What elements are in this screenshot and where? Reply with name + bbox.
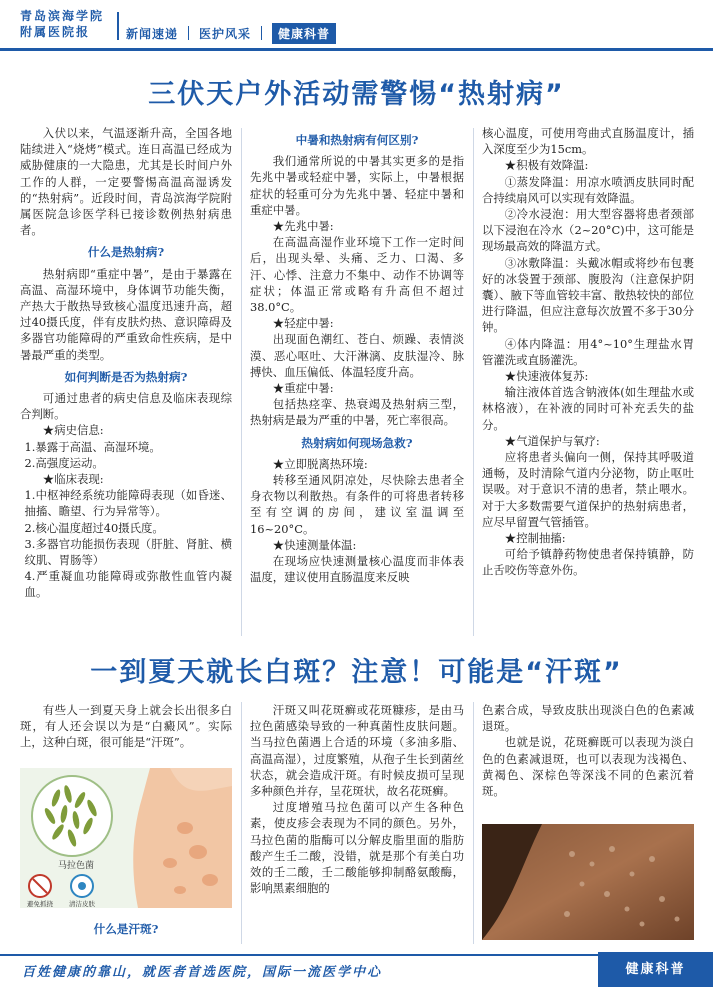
- stage3-title: ★重症中暑:: [272, 381, 334, 396]
- tinea-paragraph-2: 过度增殖马拉色菌可以产生各种色素，使皮疹会表现为不同的颜色。另外，马拉色菌的脂酶可以分解皮脂里面的脂肪酸产生壬二酸，没错，就是那个有美白功效的壬二酸，壬二酸能够抑制酪氨酸酶，影响黑素细胞的: [250, 800, 464, 896]
- icon-caption-clean-skin: 清洁皮肤: [69, 900, 95, 908]
- article1-column-3: [482, 125, 694, 579]
- nav-staff[interactable]: 医护风采: [199, 26, 252, 41]
- judge-paragraph: 可通过患者的病史信息及临床表现综合判断。: [20, 391, 232, 422]
- illustration-graphic: [20, 768, 232, 908]
- article1-column-2: [250, 132, 464, 585]
- heading-what-is-tinea: 什么是汗斑?: [93, 922, 159, 936]
- footer-section-tag: 健康科普: [598, 952, 713, 987]
- article1-title: 三伏天户外活动需警惕“热射病”: [148, 79, 565, 110]
- tinea-continued: 色素合成，导致皮肤出现淡白色的色素减退斑。: [482, 703, 694, 734]
- nav-news[interactable]: 新闻速递: [126, 26, 179, 41]
- seizure-text: 可给予镇静药物使患者保持镇静，防止舌咬伤等意外伤。: [482, 547, 694, 578]
- history-title: ★病史信息:: [42, 423, 104, 438]
- footer: [0, 952, 713, 987]
- malassezia-illustration: [20, 768, 232, 908]
- tinea-paragraph-1: 汗斑又叫花斑癣或花斑糠疹，是由马拉色菌感染导致的一种真菌性皮肤问题。当马拉色菌遇上合适的环境（多油多脂、高温高湿），过度繁殖，从孢子生长到菌丝状态，就会造成汗斑。有时候皮损可呈现多种颜色并存，呈花斑状，故名花斑癣。: [250, 703, 464, 799]
- heading-first-aid: 热射病如何现场急救?: [301, 435, 413, 450]
- seizure-title: ★控制抽搐:: [504, 531, 566, 546]
- masthead-rule: [0, 48, 713, 51]
- continued-text: 核心温度，可使用弯曲式直肠温度计，插入深度至少为15cm。: [482, 126, 694, 157]
- brand-line-1: 青岛滨海学院: [20, 9, 105, 23]
- brand-line-2: 附属医院报: [20, 25, 91, 39]
- cooling-item: ③冰敷降温：头戴冰帽或将纱布包裹好的冰袋置于颈部、腹股沟（注意保护阴囊）、腋下等血管较丰富、散热较快的部位进行降温，但应注意每次放置不多于30分钟。: [482, 255, 694, 335]
- article1-column-1: [20, 125, 232, 601]
- heading-difference: 中暑和热射病有何区别?: [295, 133, 419, 147]
- cooling-item: ②冷水浸泡：用大型容器将患者颈部以下浸泡在冷水（2~20°C)中，这可能是现场最高效的降温方式。: [482, 207, 694, 254]
- article2-title: 一到夏天就长白斑？注意！可能是“汗斑”: [90, 657, 623, 688]
- icon-caption-no-scratch: 避免抓挠: [27, 900, 53, 908]
- difference-paragraph: 我们通常所说的中暑其实更多的是指先兆中暑或轻症中暑，实际上，中暑根据症状的轻重可分为先兆中暑、轻症中暑和重症中暑。: [250, 154, 464, 217]
- airway-text: 应将患者头偏向一侧，保持其呼吸道通畅，及时清除气道内分泌物，防止呕吐误吸。对于意识不清的患者，禁止喂水。对于大多数需要气道保护的热射病患者，应尽早留置气管插管。: [482, 450, 694, 529]
- heading-how-judge: 如何判断是否为热射病?: [64, 369, 188, 384]
- stage2-text: 出现面色潮红、苍白、烦躁、表情淡漠、恶心呕吐、大汗淋漓、皮肤湿冷、脉搏快、血压偏低、体温轻度升高。: [250, 332, 464, 379]
- stage1-text: 在高温高湿作业环境下工作一定时间后，出现头晕、头痛、乏力、口渴、多汗、心悸、注意力不集中、动作不协调等症状；体温正常或略有升高但不超过38.0°C。: [250, 235, 464, 315]
- intro-paragraph: 入伏以来，气温逐渐升高，全国各地陆续进入“烧烤”模式。连日高温已经成为威胁健康的一大隐患，尤其是长时间户外工作的人群，一定要警惕高温高湿诱发的“热射病”。近段时间，青岛滨海学院附属医院急诊医学科已接诊数例热射病患者。: [20, 126, 232, 238]
- nav-divider: [261, 26, 262, 40]
- skin-photo-graphic: [482, 824, 694, 940]
- column-divider: [473, 128, 474, 636]
- column-divider: [241, 128, 242, 636]
- aid2-text: 在现场应快速测量核心温度而非体表温度，建议使用直肠温度来反映: [250, 554, 464, 585]
- cooling-item: ①蒸发降温：用凉水喷洒皮肤同时配合持续扇风可以实现有效降温。: [482, 174, 694, 205]
- fluid-text: 输注液体首选含钠液体(如生理盐水或林格液），在补液的同时可补充丢失的盐分。: [482, 385, 694, 432]
- stage3-text: 包括热痉挛、热衰竭及热射病三型，热射病是最为严重的中暑，死亡率很高。: [250, 397, 464, 428]
- list-item: 4.严重凝血功能障碍或弥散性血管内凝血。: [24, 569, 232, 600]
- aid2-title: ★快速测量体温:: [272, 537, 357, 552]
- list-item: 1.暴露于高温、高湿环境。: [24, 439, 161, 454]
- cooling-title: ★积极有效降温:: [504, 158, 589, 173]
- what-paragraph: 热射病即“重症中暑”，是由于暴露在高温、高湿环境中，身体调节功能失衡，产热大于散热导致核心温度迅速升高，超过40摄氏度，伴有皮肤灼热、意识障碍及多器官功能障碍的严重致命性疾病，是中暑最严重的类型。: [20, 266, 232, 362]
- column-divider: [473, 702, 474, 944]
- clinical-title: ★临床表现:: [42, 472, 104, 487]
- stage2-title: ★轻症中暑:: [272, 316, 334, 331]
- brand-divider: [117, 12, 119, 40]
- aid1-text: 转移至通风阴凉处，尽快除去患者全身衣物以利散热。有条件的可将患者转移至有空调的房间，建议室温调至16~20°C。: [250, 473, 464, 536]
- list-item: 1.中枢神经系统功能障碍表现（如昏迷、抽搐、瞻望、行为异常等）。: [24, 488, 232, 519]
- section-nav: [126, 22, 336, 44]
- aid1-title: ★立即脱离热环境:: [272, 456, 368, 471]
- article2-column-1: [20, 702, 232, 751]
- nav-divider: [188, 26, 189, 40]
- article2-column-3: [482, 702, 694, 799]
- illustration-label: 马拉色菌: [58, 861, 95, 871]
- tinea-intro: 有些人一到夏天身上就会长出很多白斑，有人还会误以为是“白癜风”。实际上，这种白斑，很可能是“汗斑”。: [20, 703, 232, 750]
- list-item: 2.高强度运动。: [24, 455, 104, 470]
- stage1-title: ★先兆中暑:: [272, 219, 334, 234]
- list-item: 2.核心温度超过40摄氏度。: [24, 520, 164, 535]
- airway-title: ★气道保护与氧疗:: [504, 433, 600, 448]
- column-divider: [241, 702, 242, 944]
- footer-slogan: 百姓健康的靠山，就医者首选医院，国际一流医学中心: [22, 965, 383, 980]
- skin-photo: [482, 824, 694, 940]
- nav-health[interactable]: 健康科普: [272, 23, 336, 44]
- list-item: 3.多器官功能损伤表现（肝脏、肾脏、横纹肌、胃肠等）: [24, 536, 232, 568]
- tinea-paragraph-3: 也就是说，花斑癣既可以表现为淡白色的色素减退斑，也可以表现为浅褐色、黄褐色、深棕色等深浅不同的色素沉着斑。: [482, 735, 694, 799]
- masthead: [0, 0, 713, 56]
- heading-what-is: 什么是热射病?: [87, 245, 165, 260]
- article2-column-2: [250, 702, 464, 896]
- cooling-item: ④体内降温：用4°~10°生理盐水胃管灌洗或直肠灌洗。: [482, 336, 694, 367]
- fluid-title: ★快速液体复苏:: [504, 369, 589, 384]
- newspaper-brand: [20, 8, 116, 40]
